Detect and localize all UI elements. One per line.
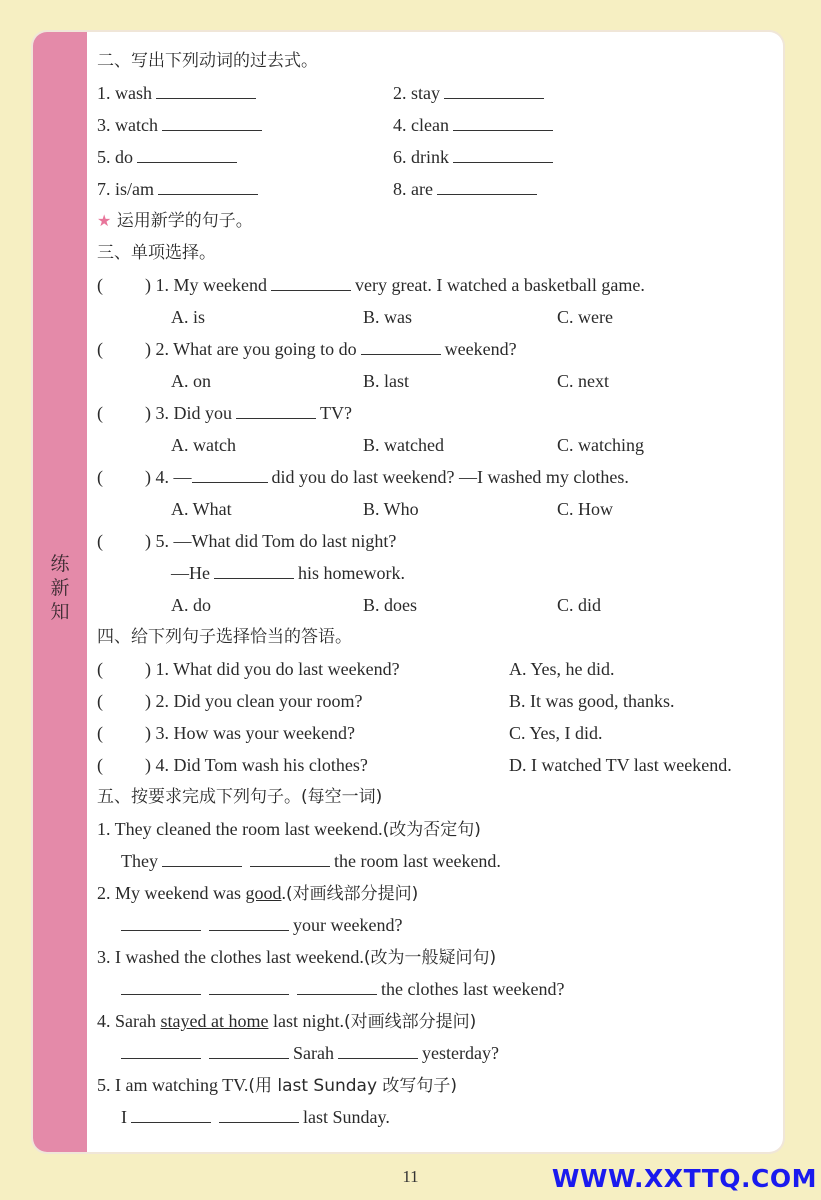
rewrite-answer: I last Sunday. (121, 1102, 390, 1132)
rewrite-answer: They the room last weekend. (121, 846, 501, 876)
section-3-title: 三、单项选择。 (97, 243, 216, 263)
match-row: ( ) 2. Did you clean your room? B. It was good, thanks. (97, 691, 675, 711)
verb-item: 3. watch (97, 110, 266, 140)
section-2-title: 二、写出下列动词的过去式。 (97, 51, 318, 71)
mc-options: A. on B. last C. next (171, 371, 609, 391)
rewrite-prompt: 3. I washed the clothes last weekend.(改为一般疑问句) (97, 947, 497, 968)
verb-item: 5. do (97, 142, 241, 172)
verb-item: 4. clean (393, 110, 557, 140)
rewrite-prompt: 4. Sarah stayed at home last night.(对画线部分提问) (97, 1011, 477, 1032)
rewrite-prompt: 5. I am watching TV.(用 last Sunday 改写句子) (97, 1075, 458, 1096)
section-5-title: 五、按要求完成下列句子。(每空一词) (97, 787, 383, 807)
mc-options: A. What B. Who C. How (171, 499, 614, 519)
match-row: ( ) 3. How was your weekend? C. Yes, I did. (97, 723, 603, 743)
mc-question: ( ) 4. — did you do last weekend? —I washed my clothes. (97, 462, 629, 492)
star-note: ★ 运用新学的句子。 (97, 211, 253, 231)
rewrite-answer: Sarah yesterday? (121, 1038, 499, 1068)
sidebar-label: 练 新 知 (50, 553, 70, 623)
verb-item: 2. stay (393, 78, 548, 108)
page-number: 11 (402, 1167, 419, 1186)
rewrite-prompt: 2. My weekend was good.(对画线部分提问) (97, 883, 419, 904)
verb-item: 8. are (393, 174, 541, 204)
verb-item: 7. is/am (97, 174, 262, 204)
mc-options: A. is B. was C. were (171, 307, 613, 327)
rewrite-prompt: 1. They cleaned the room last weekend.(改为否定句) (97, 819, 481, 840)
mc-question: ( ) 1. My weekend very great. I watched a basketball game. (97, 270, 645, 300)
mc-question: ( ) 5. —What did Tom do last night? (97, 531, 397, 551)
verb-item: 1. wash (97, 78, 260, 108)
site-watermark[interactable]: WWW.XXTTQ.COM (551, 1164, 817, 1193)
rewrite-answer: your weekend? (121, 910, 402, 940)
star-icon: ★ (97, 211, 112, 230)
mc-question-line2: —He his homework. (171, 558, 405, 588)
mc-options: A. do B. does C. did (171, 595, 602, 615)
verb-item: 6. drink (393, 142, 557, 172)
section-4-title: 四、给下列句子选择恰当的答语。 (97, 627, 352, 647)
mc-question: ( ) 2. What are you going to do weekend? (97, 334, 517, 364)
rewrite-answer: the clothes last weekend? (121, 974, 564, 1004)
mc-options: A. watch B. watched C. watching (171, 435, 644, 455)
match-row: ( ) 1. What did you do last weekend? A. Yes, he did. (97, 659, 615, 679)
mc-question: ( ) 3. Did you TV? (97, 398, 352, 428)
match-row: ( ) 4. Did Tom wash his clothes? D. I watched TV last weekend. (97, 755, 732, 775)
